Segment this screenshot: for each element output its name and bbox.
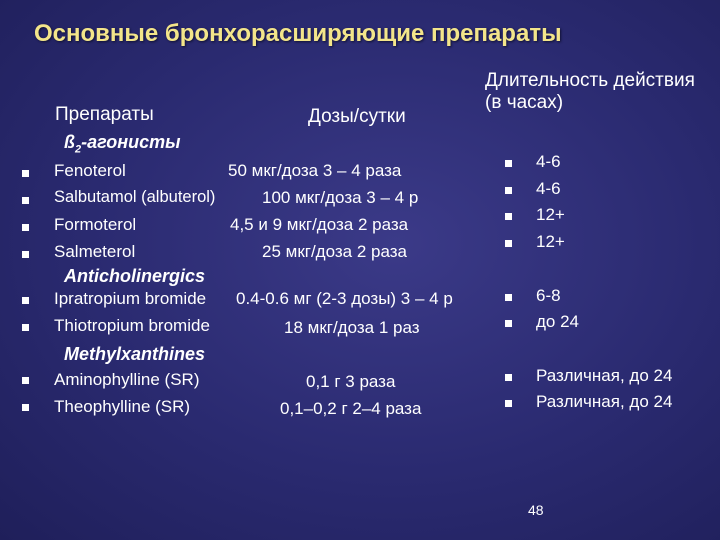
- drug-dose: 0,1 г 3 раза: [306, 372, 396, 391]
- duration-value: 4-6: [536, 179, 561, 198]
- bullet-icon: [505, 294, 512, 301]
- bullet-icon: [505, 320, 512, 327]
- drug-name: Ipratropium bromide: [54, 289, 207, 308]
- drug-name: Salmeterol: [54, 242, 136, 261]
- bullet-icon: [505, 187, 512, 194]
- duration-value: 12+: [536, 205, 565, 224]
- bullet-icon: [22, 297, 29, 304]
- header-doses: Дозы/сутки: [308, 106, 406, 127]
- drug-name: Theophylline (SR): [54, 397, 191, 416]
- group-beta2-prefix: ß: [64, 132, 75, 152]
- duration-value: 12+: [536, 232, 565, 251]
- duration-value: 6-8: [536, 286, 561, 305]
- bullet-icon: [505, 213, 512, 220]
- duration-value: Различная, до 24: [536, 366, 673, 385]
- page-number: 48: [528, 502, 544, 518]
- drug-dose: 0,1–0,2 г 2–4 раза: [280, 399, 422, 418]
- drug-name: Formoterol: [54, 215, 137, 234]
- drug-name: Salbutamol (albuterol): [54, 188, 216, 206]
- duration-value: 4-6: [536, 152, 561, 171]
- header-duration: Длительность действия (в часах): [485, 70, 695, 113]
- drug-name: Fenoterol: [54, 161, 126, 180]
- bullet-icon: [505, 240, 512, 247]
- drug-dose: 4,5 и 9 мкг/доза 2 раза: [230, 215, 409, 234]
- duration-value: Различная, до 24: [536, 392, 673, 411]
- drug-name: Thiotropium bromide: [54, 316, 210, 335]
- group-beta2-subscript: 2: [75, 143, 82, 156]
- group-beta2-agonists: [64, 132, 181, 156]
- drug-dose: 18 мкг/доза 1 раз: [284, 318, 420, 337]
- drug-dose: 50 мкг/доза 3 – 4 раза: [228, 161, 402, 180]
- bullet-icon: [22, 170, 29, 177]
- bullet-icon: [22, 404, 29, 411]
- bullet-icon: [22, 377, 29, 384]
- group-beta2-suffix: -агонисты: [81, 132, 181, 152]
- bullet-icon: [22, 251, 29, 258]
- group-methylxanthines: Methylxanthines: [64, 344, 206, 364]
- bullet-icon: [505, 400, 512, 407]
- drug-dose: 25 мкг/доза 2 раза: [262, 242, 407, 261]
- drug-dose: 0.4-0.6 мг (2-3 дозы) 3 – 4 р: [236, 289, 453, 308]
- slide-title: Основные бронхорасширяющие препараты: [34, 20, 562, 47]
- bullet-icon: [22, 224, 29, 231]
- group-anticholinergics: Anticholinergics: [64, 266, 206, 286]
- drug-name: Aminophylline (SR): [54, 370, 200, 389]
- bullet-icon: [505, 374, 512, 381]
- duration-value: до 24: [536, 312, 580, 331]
- bullet-icon: [22, 324, 29, 331]
- header-drugs: Препараты: [55, 104, 154, 125]
- bullet-icon: [505, 160, 512, 167]
- drug-dose: 100 мкг/доза 3 – 4 р: [262, 188, 419, 207]
- bullet-icon: [22, 197, 29, 204]
